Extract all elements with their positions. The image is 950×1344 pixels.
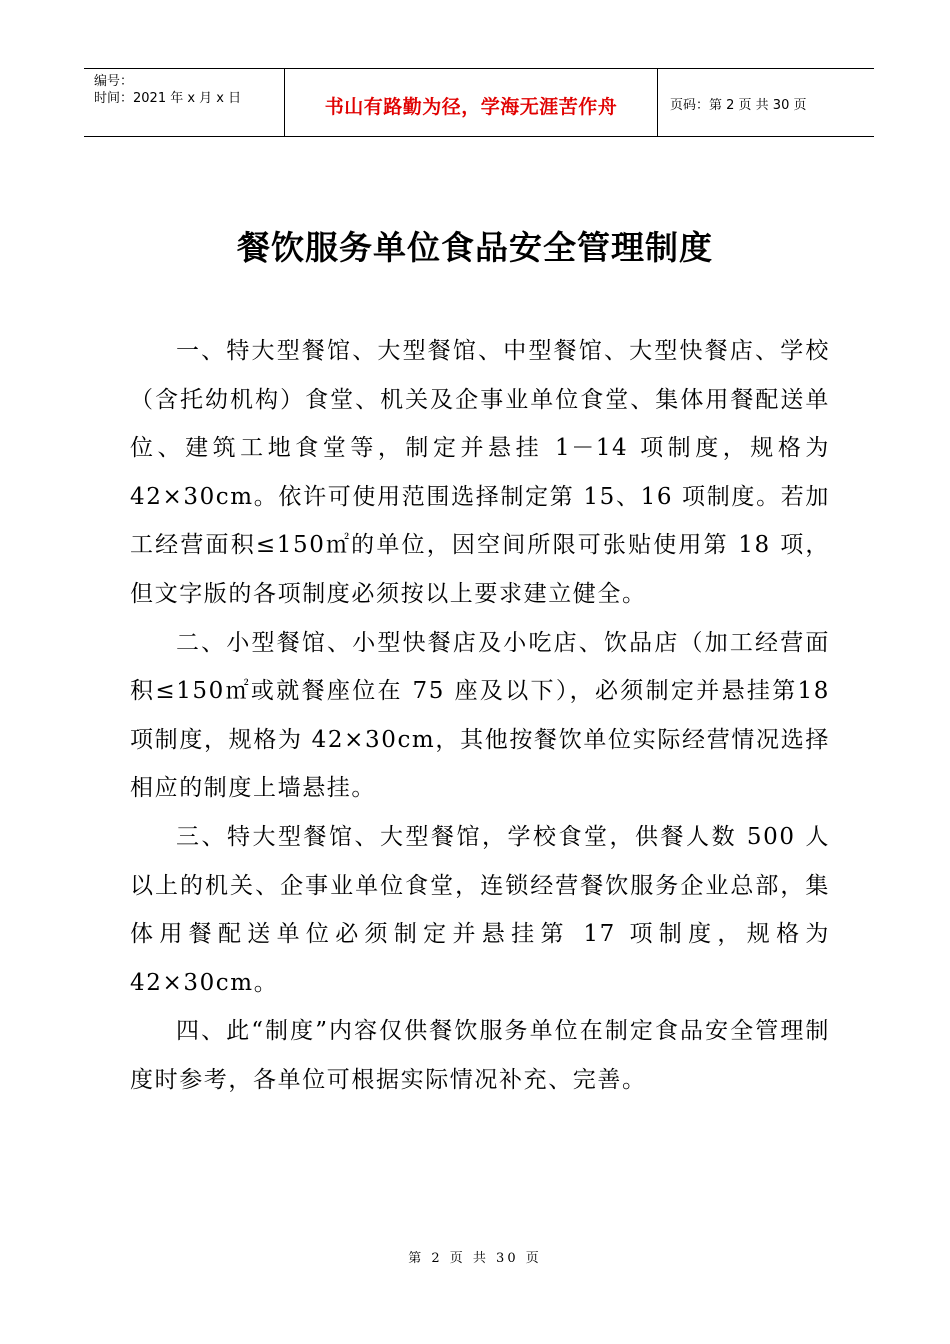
header-number-label: 编号： xyxy=(94,74,134,89)
header-time-label: 时间：2021 年 x 月 x 日 xyxy=(94,91,242,106)
paragraph-2: 二、小型餐馆、小型快餐店及小吃店、饮品店（加工经营面积≤150㎡或就餐座位在 75 座及以下），必须制定并悬挂第18 项制度，规格为 42×30cm，其他按餐饮单位实际经营情况选择相应的制度上墙悬挂。 xyxy=(130,629,830,802)
paragraph-1: 一、特大型餐馆、大型餐馆、中型餐馆、大型快餐店、学校（含托幼机构）食堂、机关及企事业单位食堂、集体用餐配送单位、建筑工地食堂等，制定并悬挂 1－14 项制度，规格为42×30cm。依许可使用范围选择制定第 15、16 项制度。若加工经营面积≤150㎡的单位，因空间所限可张贴使用第 18 项，但文字版的各项制度必须按以上要求建立健全。 xyxy=(130,338,830,607)
header-page-info: 页码：第 2 页 共 30 页 xyxy=(670,98,807,113)
page-footer: 第 2 页 共 30 页 xyxy=(408,1251,542,1266)
document-title: 餐饮服务单位食品安全管理制度 xyxy=(237,228,713,267)
document-body xyxy=(130,327,830,1105)
paragraph-4: 四、此“制度”内容仅供餐饮服务单位在制定食品安全管理制度时参考，各单位可根据实际情况补充、完善。 xyxy=(130,1018,830,1093)
header-motto: 书山有路勤为径，学海无涯苦作舟 xyxy=(285,69,658,136)
page-header xyxy=(84,68,874,137)
header-meta-cell xyxy=(84,69,285,136)
paragraph-3: 三、特大型餐馆、大型餐馆，学校食堂，供餐人数 500 人以上的机关、企事业单位食堂，连锁经营餐饮服务企业总部，集体用餐配送单位必须制定并悬挂第 17 项制度，规格为42×30cm。 xyxy=(130,823,830,996)
